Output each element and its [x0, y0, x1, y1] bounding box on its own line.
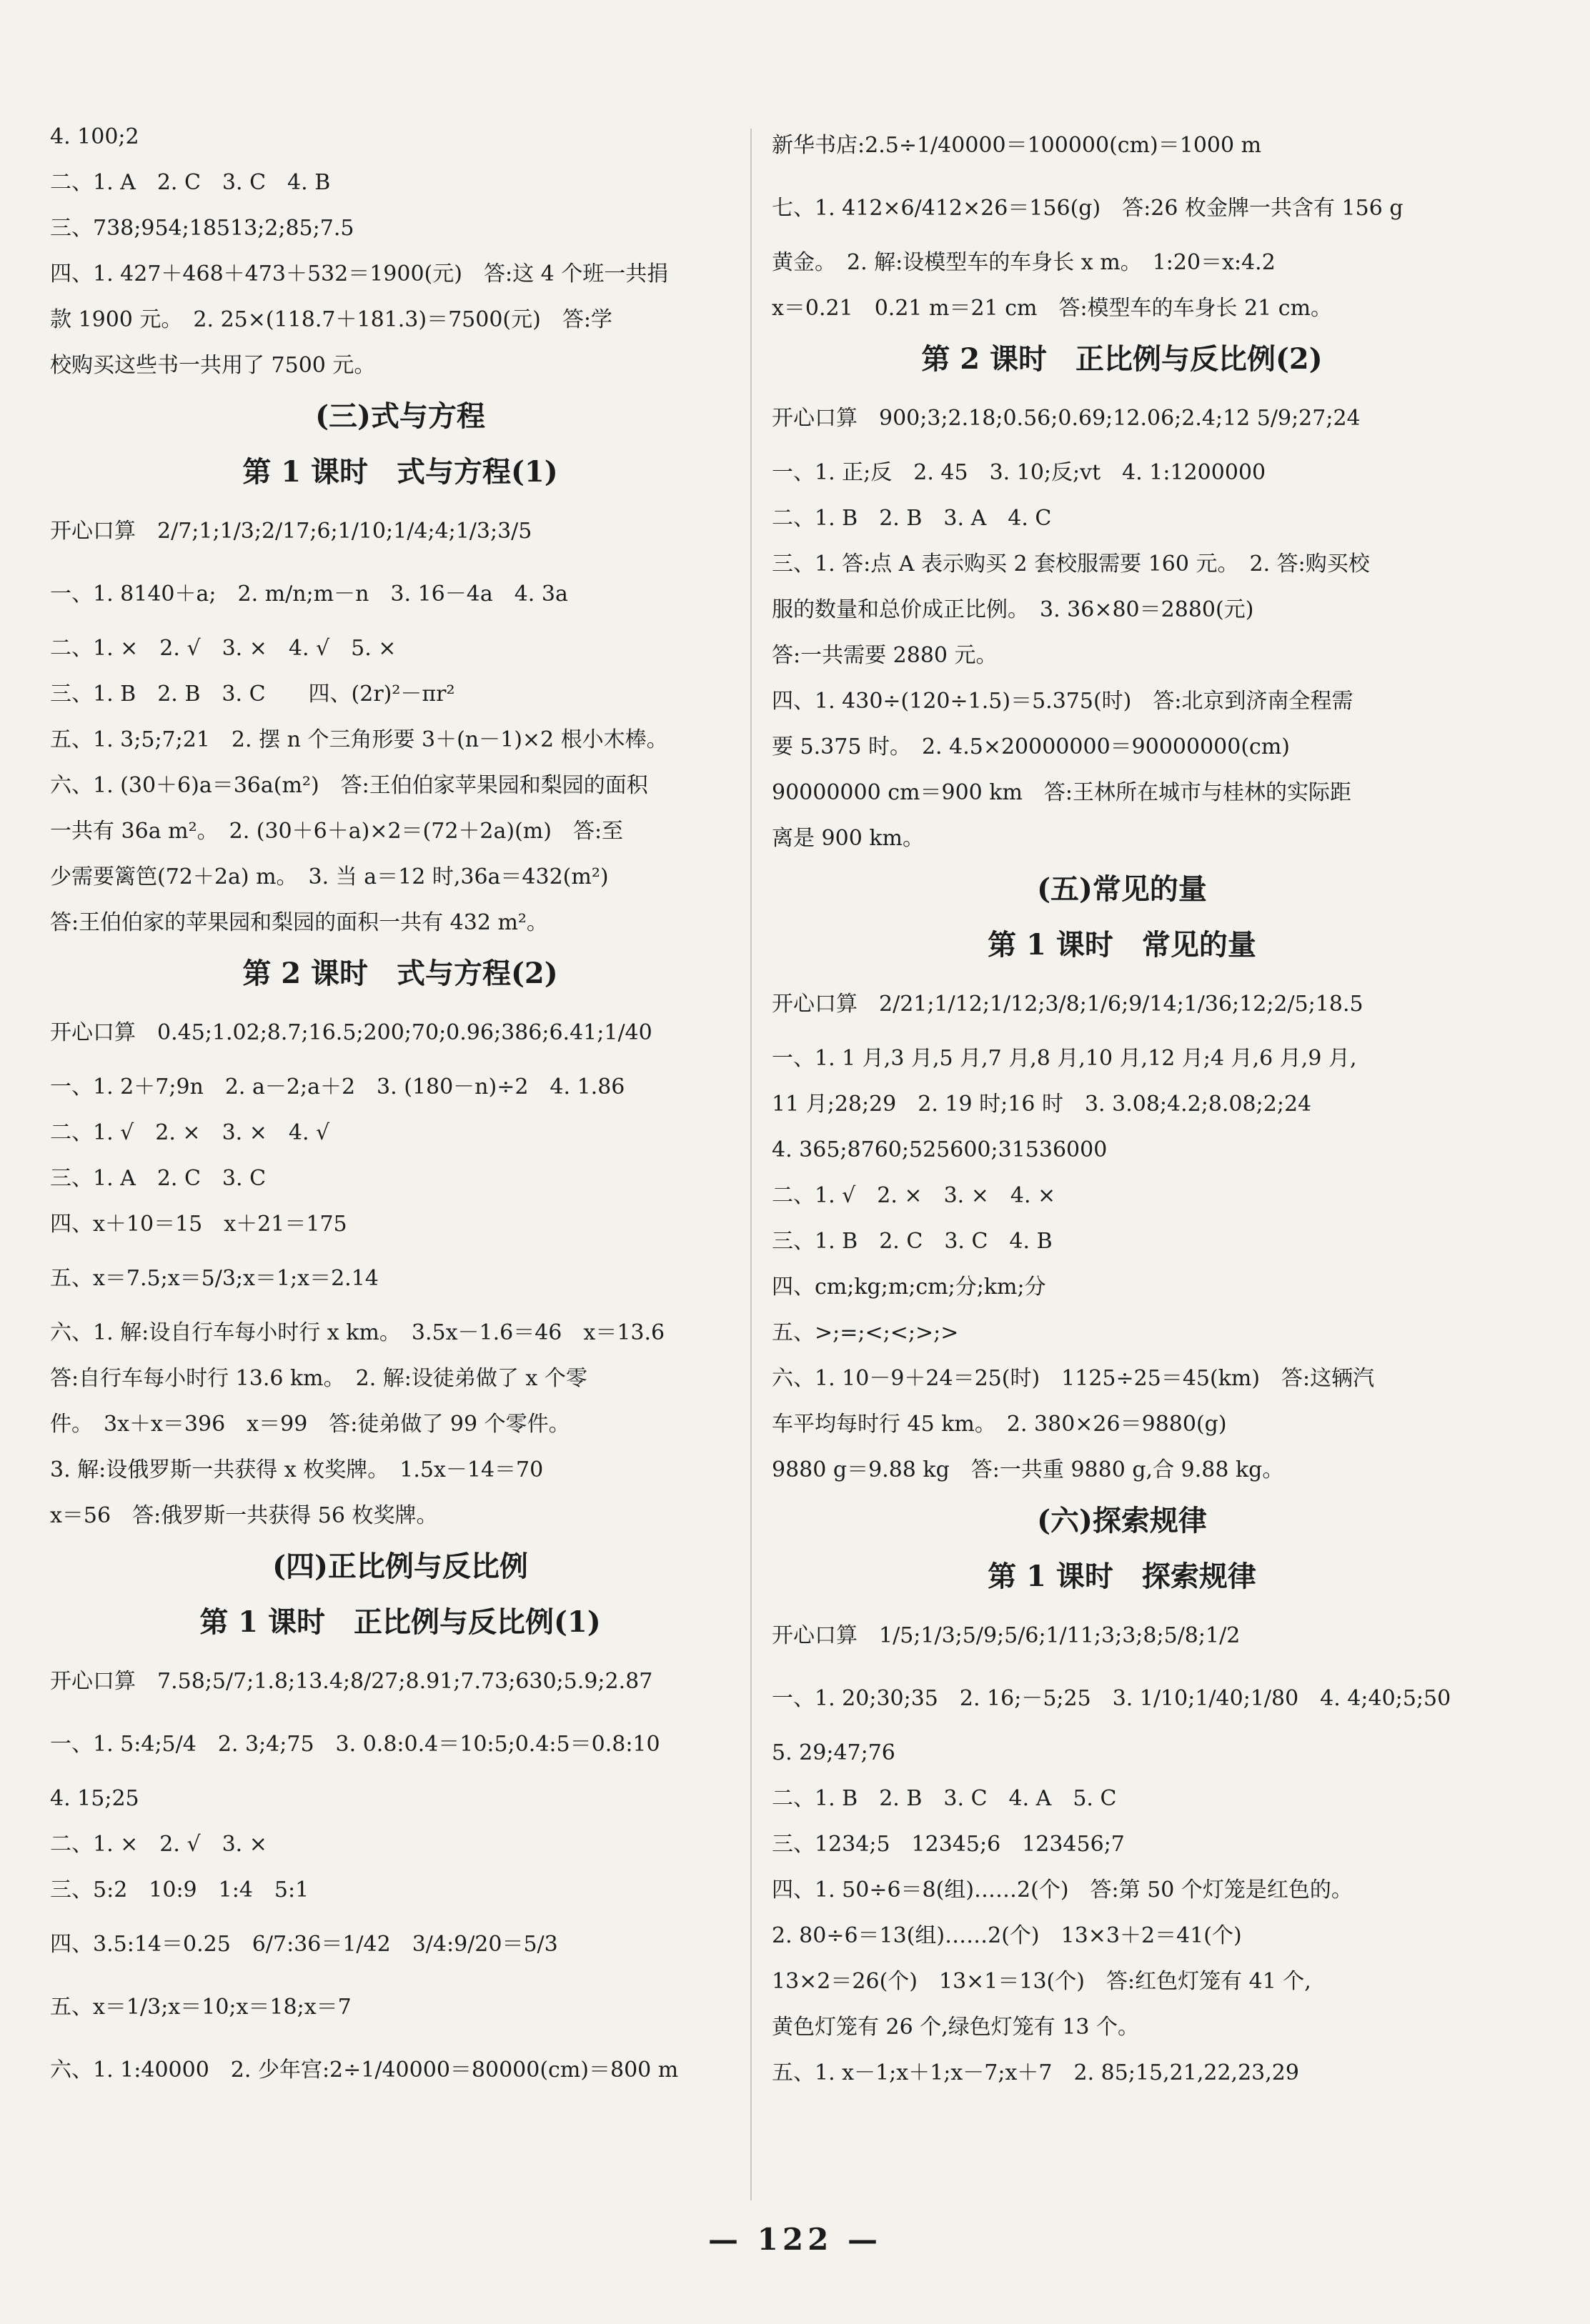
answer-line: 开心口算 7.58;5/7;1.8;13.4;8/27;8.91;7.73;630;5.9;2.87 [50, 1669, 653, 1694]
answer-line: 四、1. 50÷6＝8(组)……2(个) 答:第 50 个灯笼是红色的。 [772, 1877, 1353, 1902]
answer-line: 校购买这些书一共用了 7500 元。 [50, 353, 376, 378]
answer-line: 二、1. √ 2. × 3. × 4. √ [50, 1120, 330, 1145]
answer-line: 离是 900 km。 [772, 826, 924, 851]
answer-line: 开心口算 0.45;1.02;8.7;16.5;200;70;0.96;386;6.41;1/40 [50, 1020, 652, 1045]
answer-line: 三、1. B 2. B 3. C 四、(2r)²－πr² [50, 682, 455, 707]
answer-line: 五、1. x－1;x＋1;x－7;x＋7 2. 85;15,21,22,23,29 [772, 2060, 1299, 2085]
answer-line: 五、>;=;<;<;>;> [772, 1320, 959, 1345]
answer-line: 三、1. B 2. C 3. C 4. B [772, 1229, 1053, 1254]
answer-line: 新华书店:2.5÷1/40000＝100000(cm)＝1000 m [772, 133, 1262, 158]
answer-line: 4. 365;8760;525600;31536000 [772, 1137, 1108, 1162]
answer-line: 二、1. A 2. C 3. C 4. B [50, 170, 331, 195]
answer-line: 二、1. × 2. √ 3. × [50, 1832, 267, 1857]
page-number: — 122 — [708, 2222, 882, 2257]
answer-line: 11 月;28;29 2. 19 时;16 时 3. 3.08;4.2;8.08;2;24 [772, 1092, 1312, 1117]
answer-line: 答:王伯伯家的苹果园和梨园的面积一共有 432 m²。 [50, 910, 548, 935]
lesson-heading: 第 1 课时 式与方程(1) [242, 455, 558, 489]
answer-line: 一、1. 1 月,3 月,5 月,7 月,8 月,10 月,12 月;4 月,6 月,9 月, [772, 1046, 1357, 1071]
answer-line: 4. 100;2 [50, 124, 139, 149]
answer-line: 三、5:2 10:9 1:4 5:1 [50, 1877, 309, 1902]
column-divider [750, 129, 752, 2200]
answer-line: x＝0.21 0.21 m＝21 cm 答:模型车的车身长 21 cm。 [772, 296, 1333, 321]
answer-line: 款 1900 元。 2. 25×(118.7＋181.3)＝7500(元) 答:学 [50, 307, 612, 332]
answer-line: 件。 3x＋x＝396 x＝99 答:徒弟做了 99 个零件。 [50, 1412, 570, 1437]
answer-line: 六、1. 10－9＋24＝25(时) 1125÷25＝45(km) 答:这辆汽 [772, 1366, 1375, 1391]
lesson-heading: 第 1 课时 正比例与反比例(1) [199, 1605, 601, 1639]
answer-line: 二、1. B 2. B 3. A 4. C [772, 506, 1052, 531]
answer-line: 一、1. 正;反 2. 45 3. 10;反;vt 4. 1:1200000 [772, 460, 1266, 485]
answer-line: 二、1. √ 2. × 3. × 4. × [772, 1183, 1056, 1208]
answer-line: 三、1. A 2. C 3. C [50, 1166, 267, 1191]
section-heading: (五)常见的量 [1037, 872, 1207, 906]
answer-line: 开心口算 2/7;1;1/3;2/17;6;1/10;1/4;4;1/3;3/5 [50, 519, 532, 544]
answer-line: 二、1. × 2. √ 3. × 4. √ 5. × [50, 636, 397, 661]
answer-line: 90000000 cm＝900 km 答:王林所在城市与桂林的实际距 [772, 780, 1352, 805]
answer-line: 少需要篱笆(72＋2a) m。 3. 当 a＝12 时,36a＝432(m²) [50, 864, 609, 889]
lesson-heading: 第 2 课时 式与方程(2) [242, 957, 558, 990]
answer-line: 二、1. B 2. B 3. C 4. A 5. C [772, 1786, 1117, 1811]
right-column [772, 114, 1472, 2096]
lesson-heading: 第 1 课时 常见的量 [988, 928, 1256, 962]
answer-line: 三、1234;5 12345;6 123456;7 [772, 1832, 1125, 1857]
answer-line: 六、1. 1:40000 2. 少年宫:2÷1/40000＝80000(cm)＝800 m [50, 2058, 679, 2083]
answer-line: 13×2＝26(个) 13×1＝13(个) 答:红色灯笼有 41 个, [772, 1969, 1311, 1994]
answer-line: 9880 g＝9.88 kg 答:一共重 9880 g,合 9.88 kg。 [772, 1457, 1284, 1482]
answer-line: 六、1. (30＋6)a＝36a(m²) 答:王伯伯家苹果园和梨园的面积 [50, 773, 648, 798]
answer-line: 五、1. 3;5;7;21 2. 摆 n 个三角形要 3＋(n－1)×2 根小木棒。 [50, 727, 668, 752]
left-column [50, 114, 750, 2102]
section-heading: (六)探索规律 [1037, 1504, 1207, 1537]
lesson-heading: 第 1 课时 探索规律 [988, 1560, 1256, 1593]
answer-line: 答:自行车每小时行 13.6 km。 2. 解:设徒弟做了 x 个零 [50, 1366, 587, 1391]
answer-line: 答:一共需要 2880 元。 [772, 643, 998, 668]
answer-line: 七、1. 412×6/412×26＝156(g) 答:26 枚金牌一共含有 156 g [772, 196, 1403, 221]
answer-line: 四、1. 430÷(120÷1.5)＝5.375(时) 答:北京到济南全程需 [772, 689, 1353, 714]
answer-line: 开心口算 1/5;1/3;5/9;5/6;1/11;3;3;8;5/8;1/2 [772, 1623, 1241, 1648]
answer-line: x＝56 答:俄罗斯一共获得 56 枚奖牌。 [50, 1503, 438, 1528]
answer-line: 黄金。 2. 解:设模型车的车身长 x m。 1:20＝x:4.2 [772, 250, 1276, 275]
answer-line: 六、1. 解:设自行车每小时行 x km。 3.5x－1.6＝46 x＝13.6 [50, 1320, 665, 1345]
section-heading: (四)正比例与反比例 [272, 1550, 528, 1583]
answer-line: 三、1. 答:点 A 表示购买 2 套校服需要 160 元。 2. 答:购买校 [772, 552, 1370, 577]
answer-line: 一、1. 5:4;5/4 2. 3;4;75 3. 0.8:0.4＝10:5;0.4:5＝0.8:10 [50, 1732, 660, 1757]
answer-line: 一共有 36a m²。 2. (30＋6＋a)×2＝(72＋2a)(m) 答:至 [50, 819, 624, 844]
answer-line: 要 5.375 时。 2. 4.5×20000000＝90000000(cm) [772, 734, 1291, 759]
answer-line: 四、cm;kg;m;cm;分;km;分 [772, 1275, 1046, 1300]
answer-line: 5. 29;47;76 [772, 1740, 895, 1765]
answer-line: 一、1. 20;30;35 2. 16;－5;25 3. 1/10;1/40;1/80 4. 4;40;5;50 [772, 1686, 1451, 1711]
answer-line: 2. 80÷6＝13(组)……2(个) 13×3＋2＝41(个) [772, 1923, 1242, 1948]
answer-line: 开心口算 900;3;2.18;0.56;0.69;12.06;2.4;12 5/9;27;24 [772, 406, 1361, 431]
answer-line: 服的数量和总价成正比例。 3. 36×80＝2880(元) [772, 597, 1254, 622]
answer-line: 三、738;954;18513;2;85;7.5 [50, 216, 354, 241]
answer-line: 开心口算 2/21;1/12;1/12;3/8;1/6;9/14;1/36;12;2/5;18.5 [772, 992, 1363, 1017]
answer-line: 一、1. 8140＋a; 2. m/n;m－n 3. 16－4a 4. 3a [50, 582, 568, 607]
answer-line: 3. 解:设俄罗斯一共获得 x 枚奖牌。 1.5x－14＝70 [50, 1457, 544, 1482]
answer-line: 黄色灯笼有 26 个,绿色灯笼有 13 个。 [772, 2015, 1140, 2040]
section-heading: (三)式与方程 [315, 399, 485, 433]
answer-line: 一、1. 2＋7;9n 2. a－2;a＋2 3. (180－n)÷2 4. 1.86 [50, 1074, 625, 1099]
answer-line: 车平均每时行 45 km。 2. 380×26＝9880(g) [772, 1412, 1227, 1437]
answer-line: 四、x＋10＝15 x＋21＝175 [50, 1212, 347, 1237]
answer-line: 五、x＝7.5;x＝5/3;x＝1;x＝2.14 [50, 1266, 379, 1291]
answer-line: 五、x＝1/3;x＝10;x＝18;x＝7 [50, 1995, 352, 2020]
answer-line: 4. 15;25 [50, 1786, 139, 1811]
answer-line: 四、3.5:14＝0.25 6/7:36＝1/42 3/4:9/20＝5/3 [50, 1932, 558, 1957]
answer-line: 四、1. 427＋468＋473＋532＝1900(元) 答:这 4 个班一共捐 [50, 261, 669, 286]
lesson-heading: 第 2 课时 正比例与反比例(2) [921, 342, 1323, 376]
